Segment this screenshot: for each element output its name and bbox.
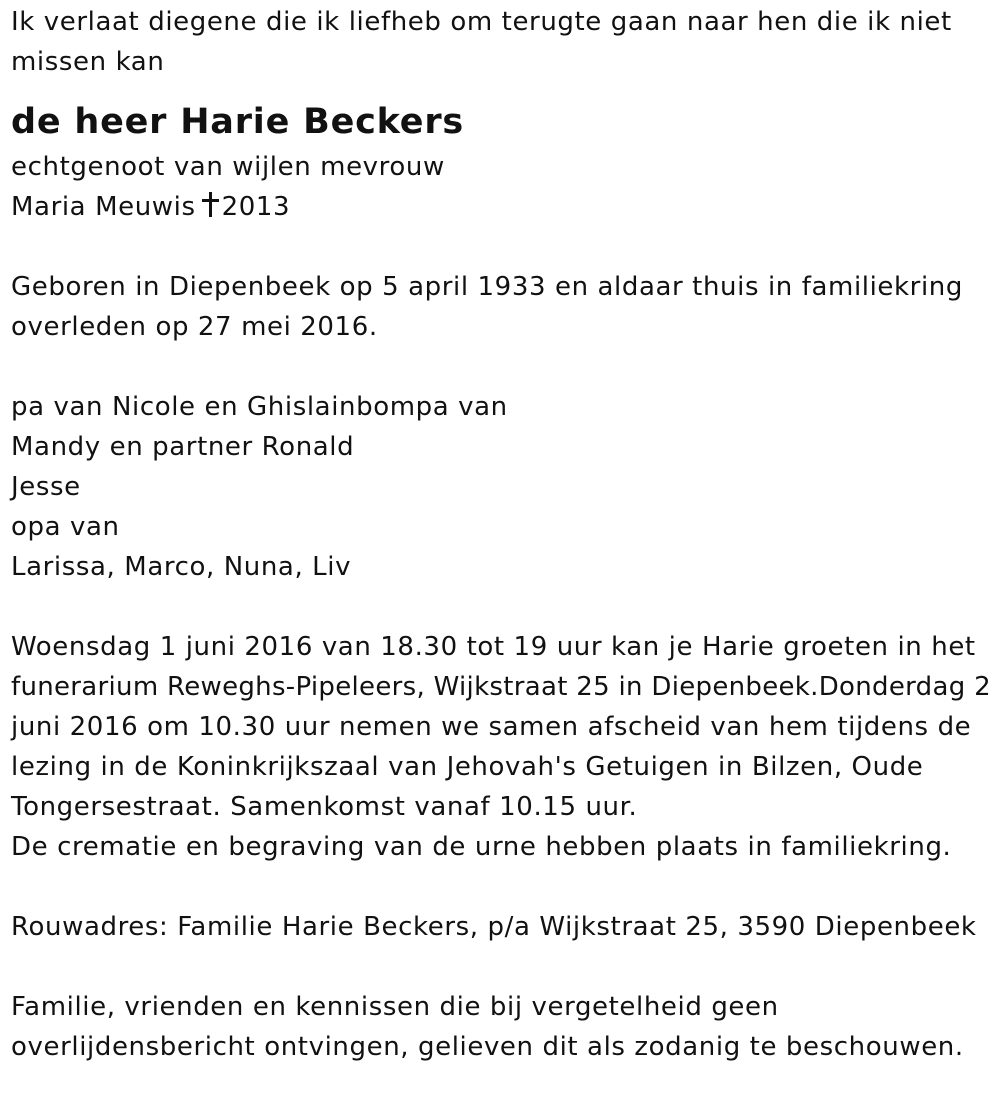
birth-death-line: overleden op 27 mei 2016. xyxy=(11,312,378,342)
spouse-intro: echtgenoot van wijlen mevrouw xyxy=(11,152,445,182)
family-line: opa van xyxy=(11,512,120,542)
family-list xyxy=(11,387,993,587)
ceremony-line: Woensdag 1 juni 2016 van 18.30 tot 19 uur kan je Harie groeten in het xyxy=(11,632,976,662)
mourning-address: Rouwadres: Familie Harie Beckers, p/a Wijkstraat 25, 3590 Diepenbeek xyxy=(11,912,977,942)
ceremony-line: Tongersestraat. Samenkomst vanaf 10.15 uur. xyxy=(11,792,638,822)
obituary-notice xyxy=(11,2,993,1067)
spouse-line xyxy=(11,187,993,227)
ceremony-line: funerarium Reweghs-Pipeleers, Wijkstraat 25 in Diepenbeek.Donderdag 2 xyxy=(11,672,991,702)
family-line: Larissa, Marco, Nuna, Liv xyxy=(11,552,352,582)
spouse-death-year: 2013 xyxy=(221,192,291,222)
deceased-name: de heer Harie Beckers xyxy=(11,102,465,142)
ceremony-line: De crematie en begraving van de urne hebben plaats in familiekring. xyxy=(11,832,952,862)
ceremony-paragraph xyxy=(11,627,993,867)
motto-line: Ik verlaat diegene die ik liefheb om terugte gaan naar hen die ik niet xyxy=(11,7,952,37)
spouse-info xyxy=(11,147,993,227)
spouse-name: Maria Meuwis xyxy=(11,192,196,222)
birth-death-paragraph xyxy=(11,267,993,347)
motto-line: missen kan xyxy=(11,47,165,77)
closing-line: Familie, vrienden en kennissen die bij vergetelheid geen xyxy=(11,992,779,1022)
ceremony-line: lezing in de Koninkrijkszaal van Jehovah's Getuigen in Bilzen, Oude xyxy=(11,752,924,782)
motto xyxy=(11,2,993,82)
family-line: Jesse xyxy=(11,472,81,502)
closing-line: overlijdensbericht ontvingen, gelieven dit als zodanig te beschouwen. xyxy=(11,1032,964,1062)
birth-death-line: Geboren in Diepenbeek op 5 april 1933 en aldaar thuis in familiekring xyxy=(11,272,963,302)
cross-icon xyxy=(202,192,218,218)
closing-paragraph xyxy=(11,987,993,1067)
ceremony-line: juni 2016 om 10.30 uur nemen we samen afscheid van hem tijdens de xyxy=(11,712,972,742)
family-line: Mandy en partner Ronald xyxy=(11,432,355,462)
family-line: pa van Nicole en Ghislainbompa van xyxy=(11,392,508,422)
